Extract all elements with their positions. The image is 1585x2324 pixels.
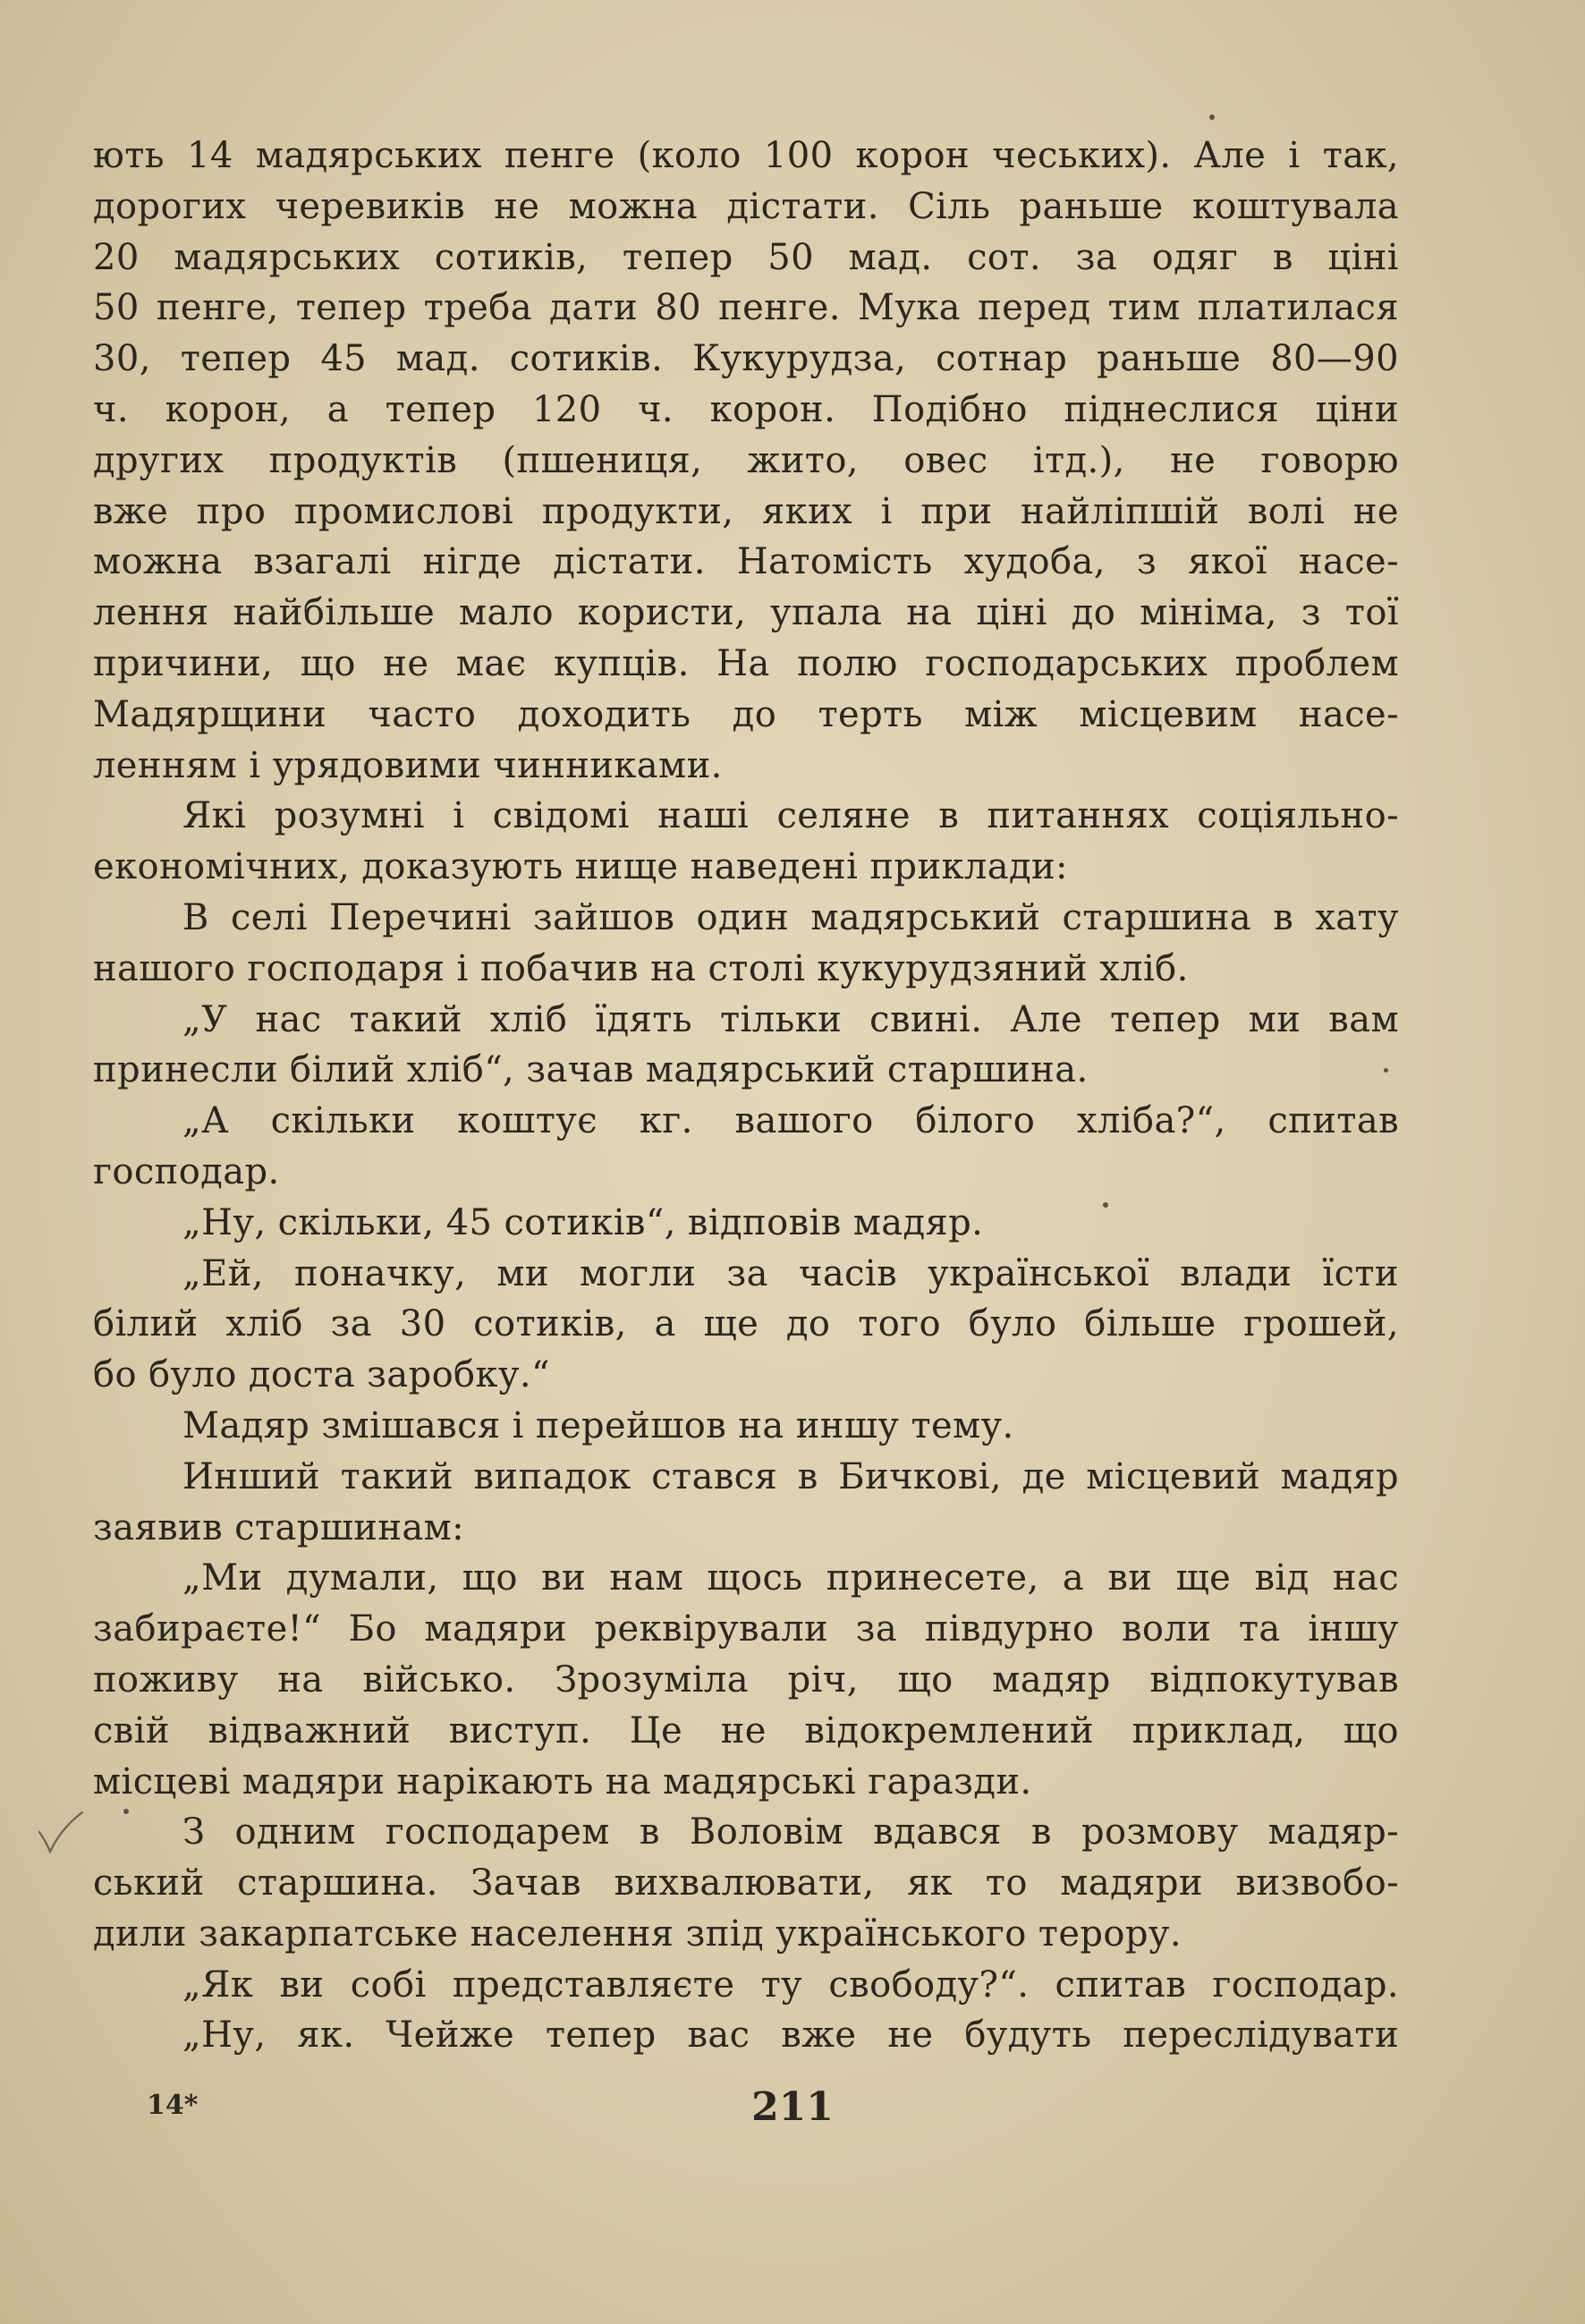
text-line: 50 пенге, тепер треба дати 80 пенге. Мука перед тим платилася — [93, 287, 1399, 329]
text-line: лення найбільше мало користи, упала на ціні до мініма, з тої — [93, 592, 1399, 634]
text-line: „Як ви собі представляєте ту свободу?“. спитав господар. — [182, 1964, 1399, 2006]
text-line: „Ей, поначку, ми могли за часів української влади їсти — [182, 1252, 1399, 1294]
text-line: В селі Перечині зайшов один мадярський старшина в хату — [182, 896, 1399, 938]
paper-speck — [1209, 115, 1215, 120]
text-line: ють 14 мадярських пенге (коло 100 корон чеських). Але і так, — [93, 135, 1399, 176]
text-line: „Ну, як. Чейже тепер вас вже не будуть переслідувати — [182, 2014, 1399, 2057]
text-line: ч. корон, а тепер 120 ч. корон. Подібно піднеслися ціни — [93, 388, 1399, 430]
text-line: заявив старшинам: — [93, 1506, 465, 1548]
text-line: можна взагалі нігде дістати. Натомість худоба, з якої насе- — [93, 541, 1399, 583]
text-line: економічних, доказують нище наведені приклади: — [93, 846, 1068, 888]
text-line: „У нас такий хліб їдять тільки свині. Але тепер ми вам — [182, 998, 1399, 1040]
signature-mark: 14* — [147, 2090, 199, 2121]
text-line: принесли білий хліб“, зачав мадярський старшина. — [93, 1049, 1089, 1091]
paper-speck — [123, 1809, 129, 1814]
pencil-checkmark-icon — [34, 1807, 88, 1861]
text-line: 30, тепер 45 мад. сотиків. Кукурудза, сотнар раньше 80—90 — [93, 338, 1399, 380]
text-line: білий хліб за 30 сотиків, а ще до того було більше грошей, — [93, 1303, 1399, 1345]
text-line: бо було доста заробку.“ — [93, 1354, 550, 1396]
text-line: господар. — [93, 1150, 280, 1192]
text-line: Мадяр змішався і перейшов на иншу тему. — [182, 1404, 1014, 1446]
text-line: вже про промислові продукти, яких і при найліпшій волі не — [93, 490, 1399, 532]
text-line: 20 мадярських сотиків, тепер 50 мад. сот. за одяг в ціні — [93, 236, 1399, 278]
text-line: Які розумні і свідомі наші селяне в питаннях соціяльно- — [182, 795, 1399, 837]
text-line: поживу на військо. Зрозуміла річ, що мадяр відпокутував — [93, 1658, 1399, 1701]
text-line: ський старшина. Зачав вихвалювати, як то мадяри визвобо- — [93, 1862, 1399, 1904]
text-line: З одним господарем в Воловім вдався в розмову мадяр- — [182, 1811, 1399, 1853]
text-line: дорогих черевиків не можна дістати. Сіль раньше коштувала — [93, 185, 1399, 227]
text-line: дили закарпатське населення зпід українського терору. — [93, 1913, 1182, 1955]
text-line: Инший такий випадок стався в Бичкові, де місцевий мадяр — [182, 1455, 1399, 1497]
text-line: „А скільки коштує кг. вашого білого хліба?“, спитав — [182, 1100, 1399, 1142]
page-number: 211 — [751, 2084, 834, 2130]
text-line: ленням і урядовими чинниками. — [93, 744, 723, 786]
text-line: причини, що не має купців. На полю господарських проблем — [93, 642, 1399, 684]
text-line: Мадярщини часто доходить до терть між місцевим насе- — [93, 693, 1399, 735]
text-line: „Ну, скільки, 45 сотиків“, відповів мадяр. — [182, 1201, 984, 1243]
body-text — [93, 131, 1399, 2061]
text-line: свій відважний виступ. Це не відокремлений приклад, що — [93, 1709, 1399, 1751]
text-line: других продуктів (пшениця, жито, овес ітд.), не говорю — [93, 439, 1399, 481]
text-line: місцеві мадяри нарікають на мадярські гаразди. — [93, 1760, 1032, 1802]
text-line: „Ми думали, що ви нам щось принесете, а ви ще від нас — [182, 1557, 1399, 1599]
text-line: забираєте!“ Бо мадяри реквірували за півдурно воли та іншу — [93, 1608, 1399, 1650]
text-line: нашого господаря і побачив на столі кукурудзяний хліб. — [93, 947, 1189, 989]
paper-speck — [1384, 1068, 1388, 1073]
paper-speck — [1103, 1202, 1108, 1208]
